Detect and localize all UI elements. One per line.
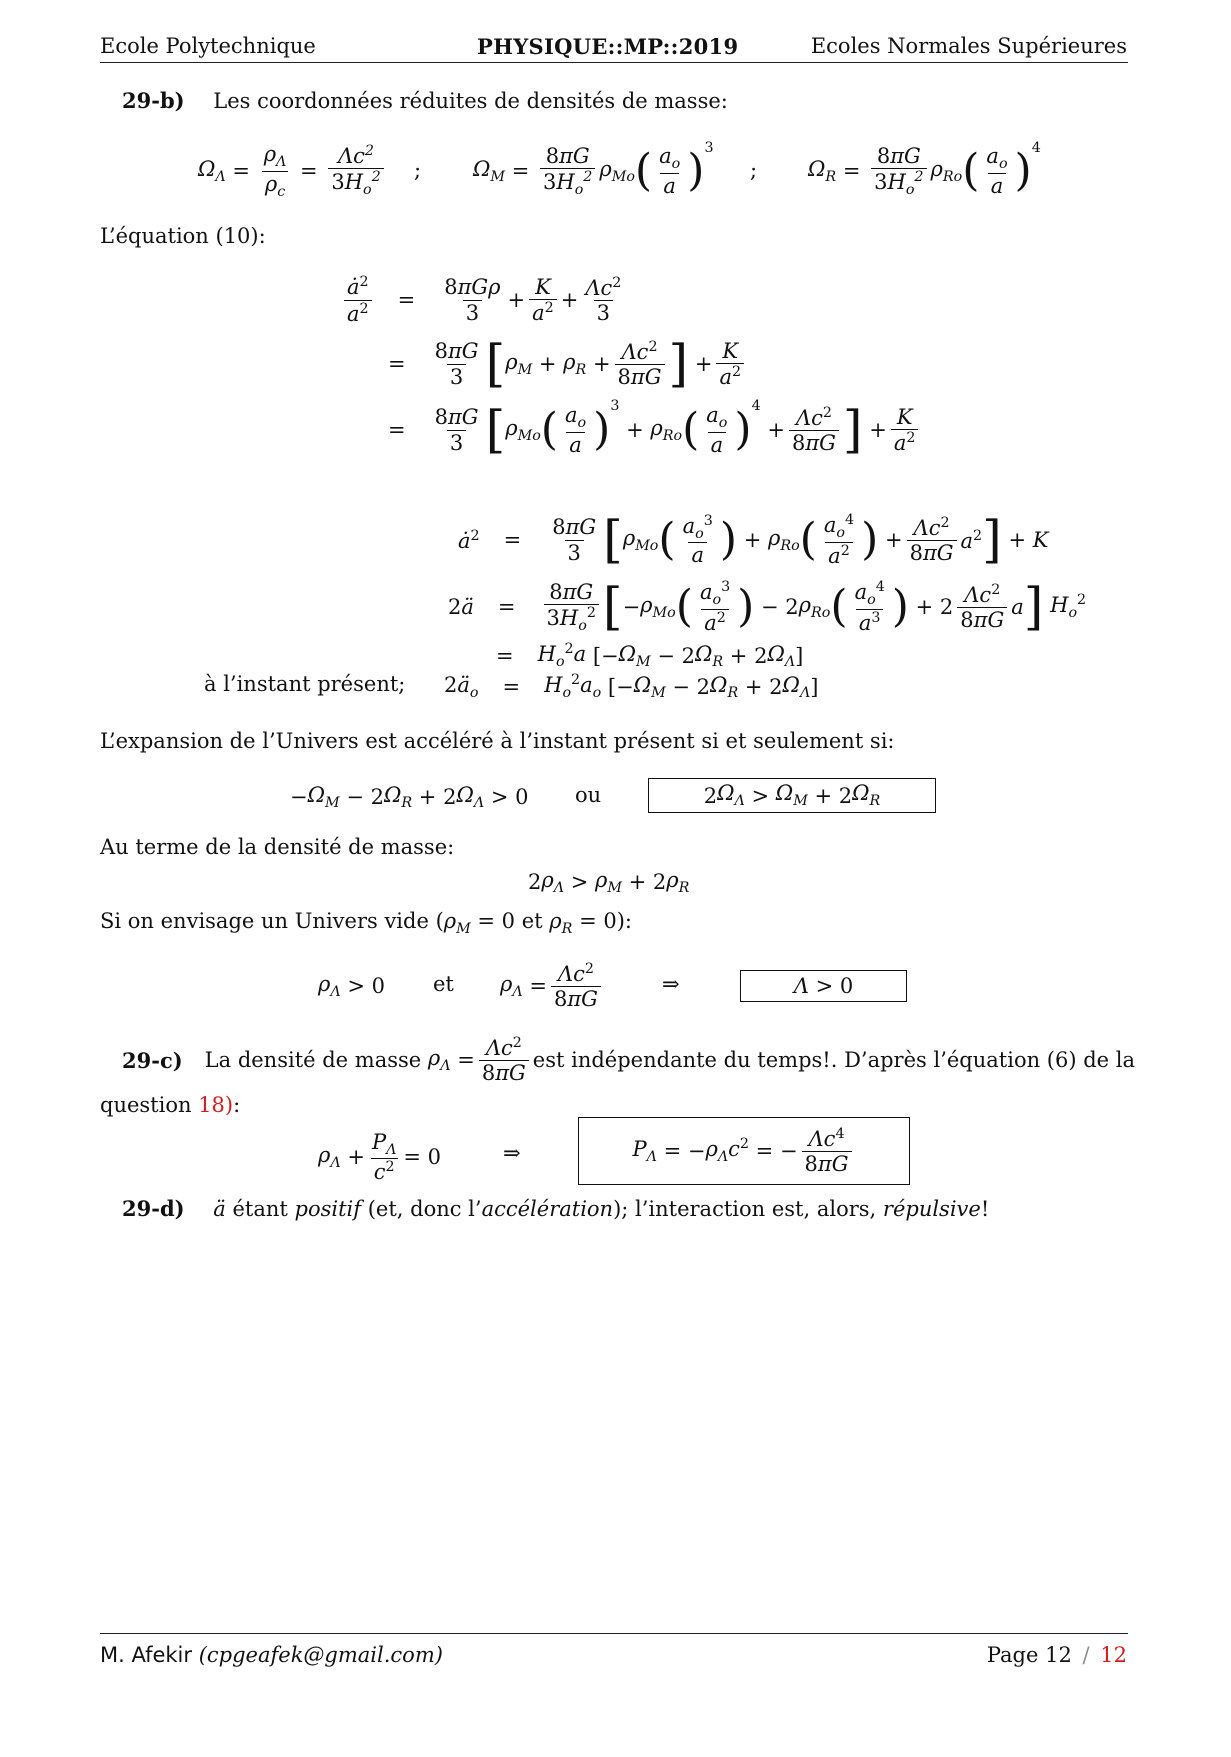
equation-omega-lambda: $\Omega_\Lambda$ = $\frac{\rho_\Lambda}{\rho_c}$ = $\frac{\Lambda c^2}{3H_o^2}$: [198, 136, 388, 206]
question-ref-link[interactable]: 18): [198, 1093, 234, 1117]
text-repulsive: répulsive: [882, 1197, 981, 1221]
header-center: PHYSIQUE::MP::2019: [477, 34, 739, 59]
text-positif: positif: [294, 1197, 362, 1221]
empty-universe-text: Si on envisage un Univers vide ($\rho_M = 0$ et $\rho_R = 0$):: [100, 909, 632, 938]
eq10-intro: L’équation (10):: [100, 224, 266, 248]
friedmann-line-3: = $\frac{8\pi G}{3}$ [ $\rho_{Mo}$ ( $\frac{a_o}{a}$ ) $^3$ + $\rho_{Ro}$ ( $\frac{a_o}{a}$ ) $^4$ + $\frac{\Lambda c^2}{8\pi G}$ ] + $\frac{K}{a^2}$: [388, 398, 922, 462]
header-left: Ecole Polytechnique: [100, 34, 316, 58]
equation-omega-r: $\Omega_R$ = $\frac{8\pi G}{3H_o^2}$ $\rho_{Ro}$ ( $\frac{a_o}{a}$ ) $^4$: [808, 140, 1041, 198]
text-acceleration: accélération: [481, 1197, 614, 1221]
expansion-text: L’expansion de l’Univers est accéléré à l’instant présent si et seulement si:: [100, 729, 895, 753]
equation-omega-m: $\Omega_M$ = $\frac{8\pi G}{3H_o^2}$ $\rho_{Mo}$ ( $\frac{a_o}{a}$ ) $^3$: [473, 140, 714, 198]
separator-semicolon-1: ;: [414, 158, 422, 182]
friedmann-line-1: $\frac{ȧ^2}{a^2}$ = $\frac{\text{8πGρ}}{3}$ + $\frac{K}{a^2}$ + $\frac{\Lambda c^2}{3}$: [340, 268, 628, 332]
author-name: M. Afekir: [100, 1643, 193, 1667]
section-29c-heading: 29-c) La densité de masse $\rho_\Lambda$ = $\frac{\Lambda c^2}{8\pi G}$ est indépendante du temps!. D’après l’équation (6) de la: [122, 1035, 1135, 1086]
acceleration-condition: − $\Omega_M$ − 2 $\Omega_R$ + 2 $\Omega_\Lambda$ > 0: [290, 783, 529, 812]
section-label: 29-c): [122, 1047, 183, 1073]
separator-semicolon-2: ;: [750, 158, 758, 182]
empty-universe-and: et: [521, 909, 543, 933]
implies-arrow-1: ⇒: [662, 972, 680, 996]
question-word: question: [100, 1093, 192, 1117]
section-text-a: La densité de masse: [204, 1048, 422, 1073]
addot-line: 2ä = $\frac{8\pi G}{3H_o^2}$ [ − $\rho_{Mo}$ ( $\frac{a_o^3}{a^2}$ ) − 2 $\rho_{Ro}$ ( $\frac{a_o^4}{a^3}$ ) + 2 $\frac{\Lambda c^2}{8\pi G}$ a ] $H_o^2$: [448, 576, 1087, 636]
footer-page: [987, 1643, 1127, 1667]
page-total-link[interactable]: 12: [1100, 1643, 1127, 1667]
section-29b-heading: [122, 88, 728, 113]
density-condition: 2 $\rho_\Lambda$ > $\rho_M$ + 2 $\rho_R$: [528, 868, 690, 897]
question-ref-line: [100, 1093, 240, 1117]
header-right: Ecoles Normales Supérieures: [810, 34, 1127, 58]
boxed-result-omega: 2 $\Omega_\Lambda$ > $\Omega_M$ + 2 $\Omega_R$: [648, 778, 936, 813]
present-label: à l’instant présent;: [204, 672, 406, 696]
et-word: et: [433, 972, 454, 996]
header-rule: [100, 62, 1128, 63]
rho-lambda-positive: $\rho_\Lambda$ > 0: [318, 972, 385, 1001]
empty-universe-end: ):: [616, 909, 632, 933]
footer-rule: [100, 1633, 1128, 1634]
page-label: Page 12: [986, 1643, 1072, 1667]
section-29d: 29-d) ä étant positif (et, donc l’accélération); l’interaction est, alors, répulsive!: [122, 1196, 990, 1221]
density-text: Au terme de la densité de masse:: [100, 835, 455, 859]
rho-lambda-definition: $\rho_\Lambda$ = $\frac{\Lambda c^2}{8\pi G}$: [500, 953, 605, 1019]
addot-present-line: $2ä_o$ = $H_o^2a_o$ [− $\Omega_M$ − 2 $\Omega_R$ + 2 $\Omega_\Lambda$ ]: [444, 672, 819, 702]
page-separator: /: [1082, 1643, 1090, 1667]
question-ref-end: :: [233, 1093, 241, 1117]
boxed-result-pressure: $P_\Lambda$ = − $\rho_\Lambda c^2$ = − $\frac{\Lambda c^4}{8\pi G}$: [578, 1117, 910, 1185]
footer-author: [100, 1643, 443, 1667]
pressure-equation: $\rho_\Lambda$ + $\frac{P_\Lambda}{c^2}$ = 0: [318, 1129, 442, 1185]
boxed-result-lambda: Λ > 0: [740, 970, 907, 1002]
text-a: étant: [232, 1197, 288, 1221]
text-b: (et, donc l’: [367, 1197, 482, 1221]
section-text: Les coordonnées réduites de densités de masse:: [213, 89, 728, 113]
ou-word: ou: [575, 783, 602, 807]
section-label: 29-d): [122, 1196, 185, 1221]
text-c: ); l’interaction est, alors,: [613, 1197, 877, 1221]
section-text-b: est indépendante du temps!. D’après l’équation (6) de la: [532, 1048, 1135, 1073]
addot-omega-line: = $H_o^2a$ [− $\Omega_M$ − 2 $\Omega_R$ + 2 $\Omega_\Lambda$ ]: [496, 641, 804, 671]
friedmann-line-2: = $\frac{8\pi G}{3}$ [ $\rho_M$ + $\rho_R$ + $\frac{\Lambda c^2}{8\pi G}$ ] + $\frac{K}{a^2}$: [388, 332, 748, 396]
implies-arrow-2: ⇒: [503, 1141, 521, 1165]
text-d: !: [980, 1197, 990, 1221]
author-email[interactable]: (cpgeafek@gmail.com): [198, 1643, 443, 1667]
section-label: 29-b): [122, 88, 185, 113]
empty-universe-lead: Si on envisage un Univers vide (: [100, 909, 444, 933]
adot-squared-line: $ȧ^2$ = $\frac{8\pi G}{3}$ [ $\rho_{Mo}$ ( $\frac{a_o^3}{a}$ ) + $\rho_{Ro}$ ( $\frac{a_o^4}{a^2}$ ) + $\frac{\Lambda c^2}{8\pi G}$ $a^2$ ] + K: [458, 509, 1049, 569]
